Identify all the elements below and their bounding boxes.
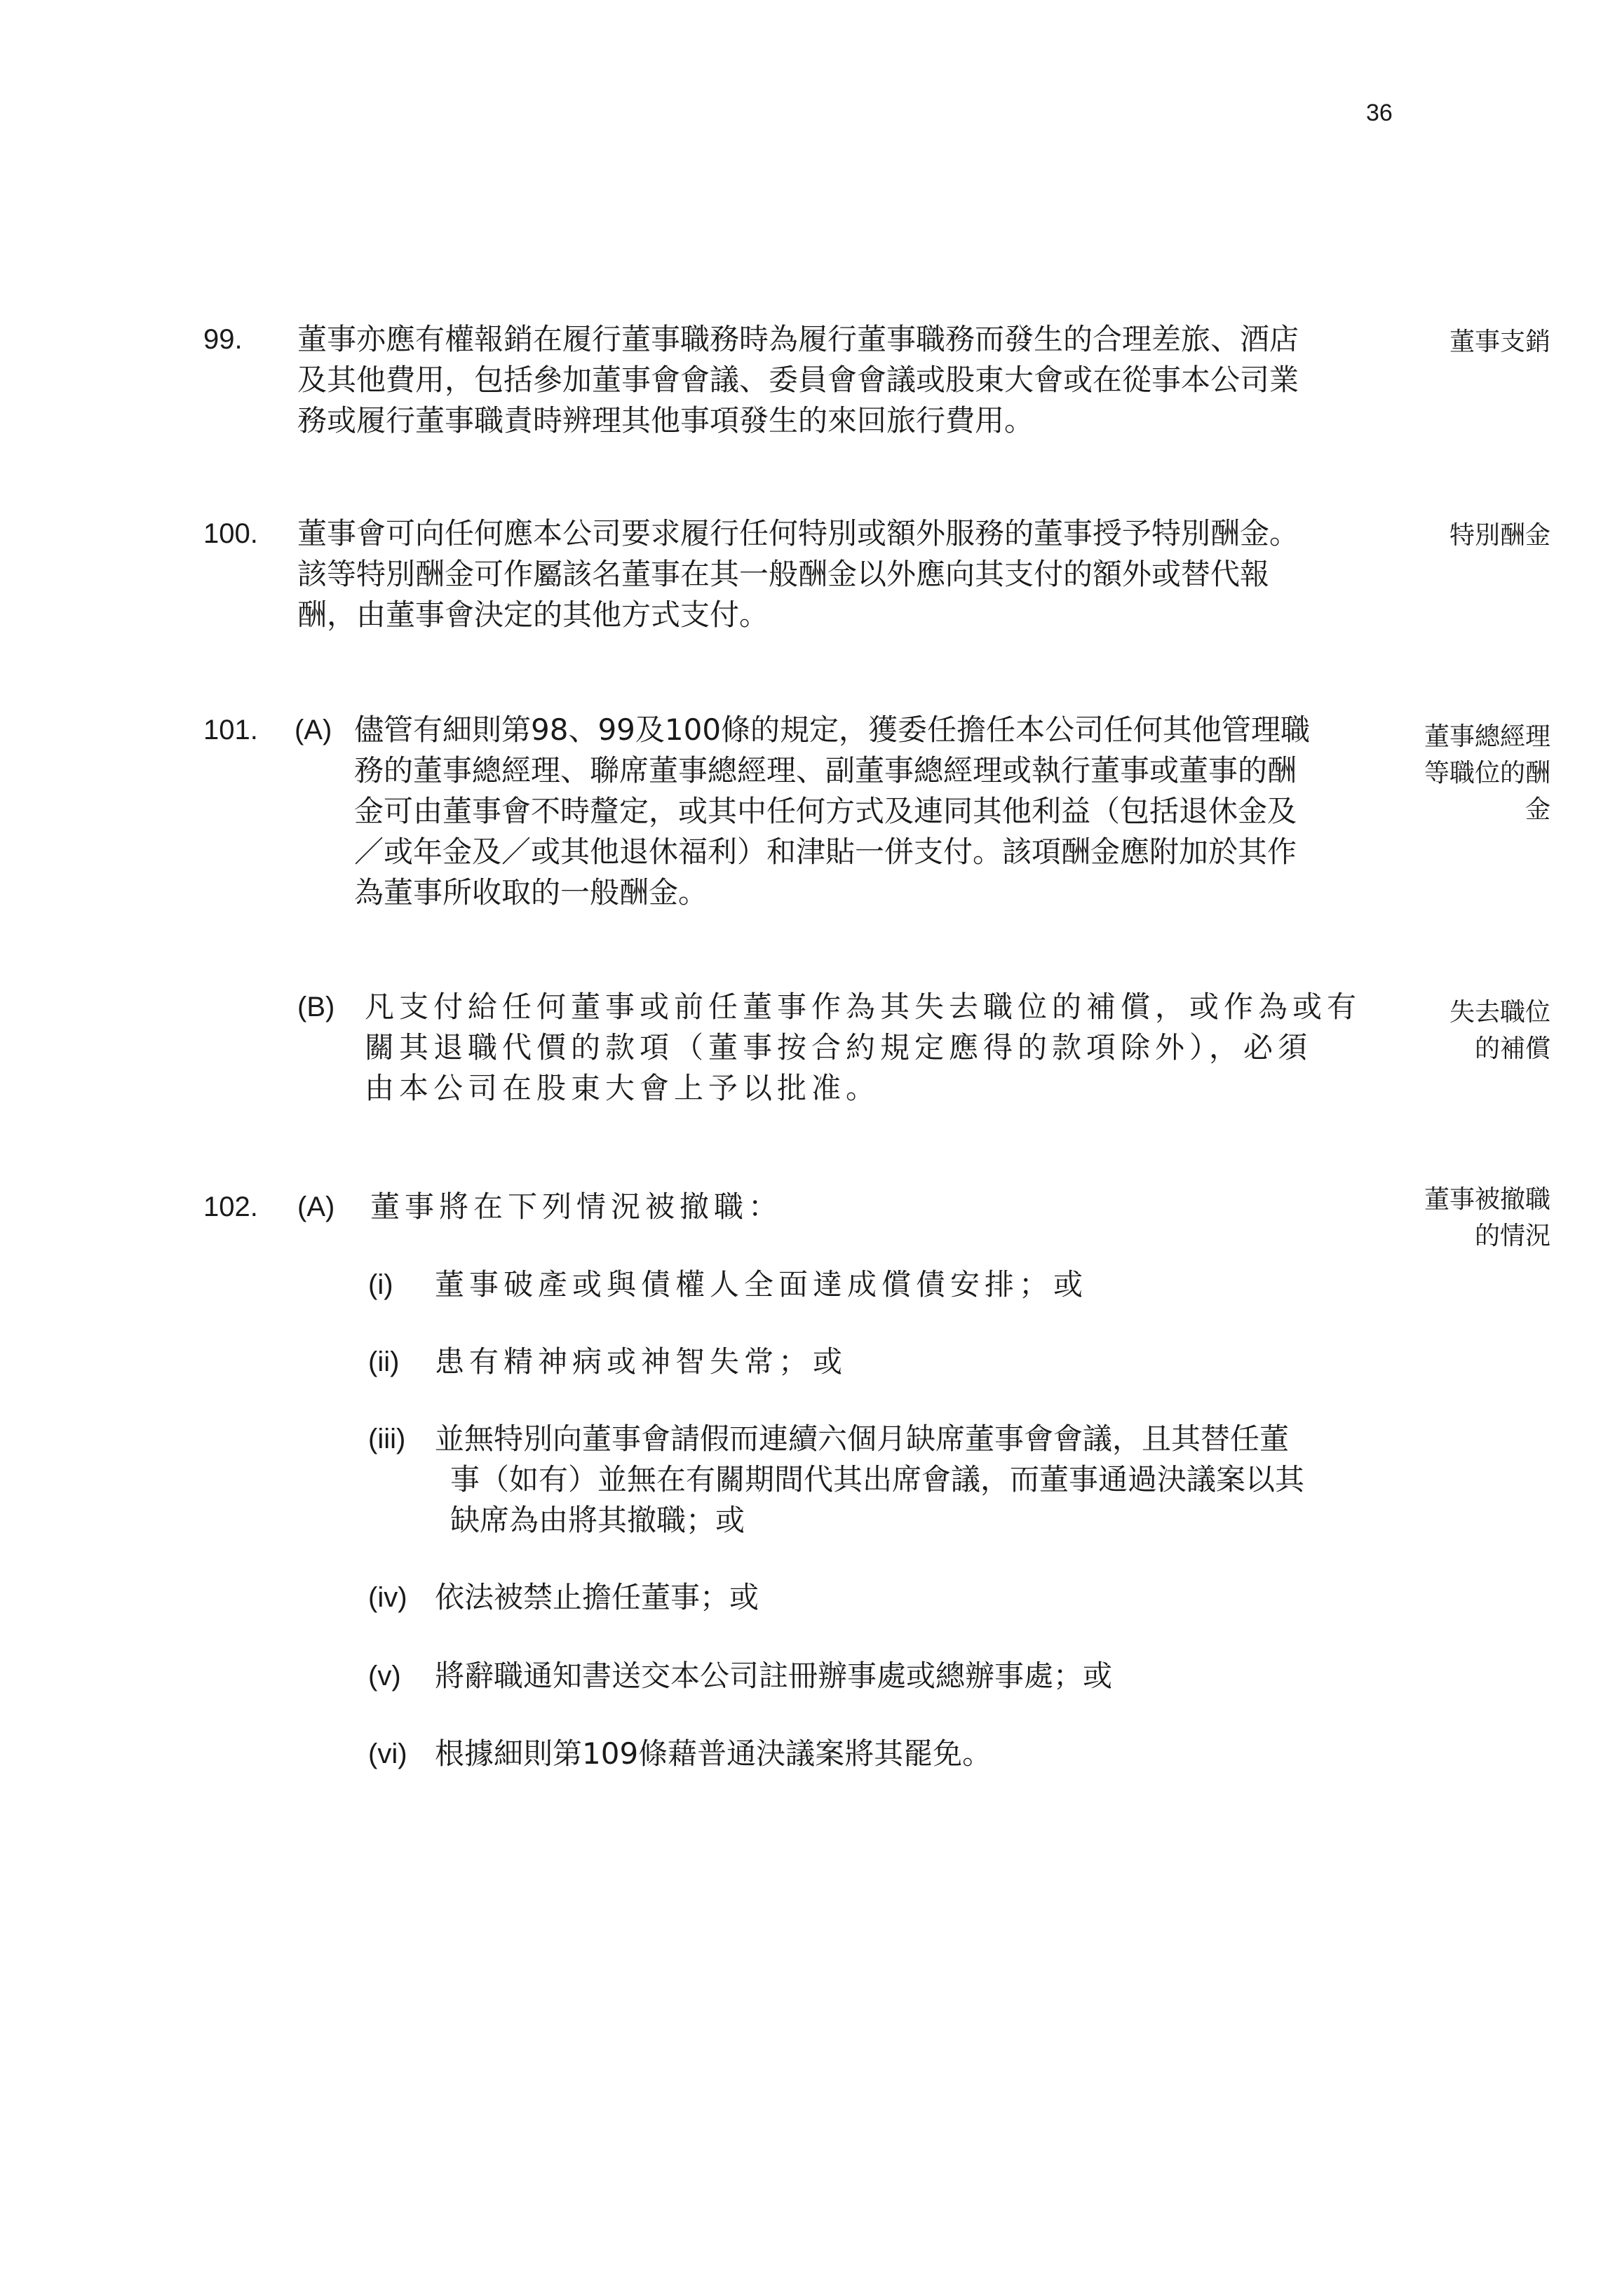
page-number: 36 (1366, 100, 1393, 126)
text-line: 金可由董事會不時釐定，或其中任何方式及連同其他利益（包括退休金及 (354, 794, 1297, 828)
text-line: 事（如有）並無在有關期間代其出席會議，而董事通過決議案以其 (450, 1462, 1305, 1497)
text-line: 儘管有細則第98、99及100條的規定，獲委任擔任本公司任何其他管理職 (354, 713, 1311, 747)
text-line: 為董事所收取的一般酬金。 (354, 875, 708, 910)
list-item (435, 1656, 1112, 1696)
margin-line: 董事被撤職 (1424, 1185, 1550, 1214)
margin-line: 等職位的酬 (1424, 759, 1550, 788)
article-number: 99. (203, 324, 243, 355)
text-line: 該等特別酬金可作屬該名董事在其一般酬金以外應向其支付的額外或替代報 (297, 557, 1270, 591)
text-line: 將辭職通知書送交本公司註冊辦事處或總辦事處；或 (435, 1659, 1113, 1693)
clause-text (354, 710, 1310, 913)
text-line: 務或履行董事職責時辨理其他事項發生的來回旅行費用。 (297, 403, 1034, 438)
margin-note (1396, 994, 1550, 1067)
clause-label: (A) (297, 1191, 335, 1222)
item-label: (vi) (368, 1738, 407, 1769)
margin-line: 的補償 (1474, 1034, 1550, 1063)
item-label: (iv) (368, 1582, 407, 1613)
text-line: ／或年金及／或其他退休福利）和津貼一併支付。該項酬金應附加於其作 (354, 835, 1297, 869)
margin-note (1396, 719, 1550, 828)
margin-note (1396, 324, 1550, 360)
list-item (435, 1734, 992, 1774)
item-label: (ii) (368, 1346, 400, 1377)
text-line: 患有精神病或神智失常；或 (435, 1344, 848, 1379)
text-line: 並無特別向董事會請假而連續六個月缺席董事會會議，且其替任董 (435, 1422, 1290, 1456)
text-line: 凡支付給任何董事或前任董事作為其失去職位的補償，或作為或有 (365, 990, 1362, 1024)
list-item (435, 1264, 1088, 1305)
margin-line: 董事支銷 (1449, 327, 1550, 356)
clause-label: (A) (295, 715, 332, 745)
item-label: (v) (368, 1661, 401, 1691)
clause-text (365, 987, 1361, 1109)
list-item (435, 1342, 847, 1382)
text-line: 董事亦應有權報銷在履行董事職務時為履行董事職務而發生的合理差旅、酒店 (297, 322, 1299, 356)
clause-label: (B) (297, 992, 335, 1022)
item-label: (i) (368, 1269, 393, 1300)
article-number: 102. (203, 1191, 258, 1222)
text-line: 根據細則第109條藉普通決議案將其罷免。 (435, 1736, 992, 1771)
list-item (435, 1419, 1304, 1541)
text-line: 董事破產或與債權人全面達成償債安排；或 (435, 1267, 1088, 1302)
article-number: 100. (203, 518, 258, 549)
text-line: 酬，由董事會決定的其他方式支付。 (297, 597, 769, 632)
text-line: 董事會可向任何應本公司要求履行任何特別或額外服務的董事授予特別酬金。 (297, 516, 1299, 551)
text-line: 務的董事總經理、聯席董事總經理、副董事總經理或執行董事或董事的酬 (354, 753, 1297, 788)
text-line: 及其他費用，包括參加董事會會議、委員會會議或股東大會或在從事本公司業 (297, 363, 1299, 397)
text-line: 關其退職代價的款項（董事按合約規定應得的款項除外），必須 (365, 1030, 1313, 1065)
margin-line: 董事總經理 (1424, 722, 1550, 751)
article-number: 101. (203, 715, 258, 745)
article-text (297, 513, 1299, 635)
article-text (297, 319, 1299, 441)
margin-line: 的情況 (1474, 1222, 1550, 1250)
margin-note (1396, 1182, 1550, 1255)
margin-line: 失去職位 (1449, 998, 1550, 1027)
list-item (435, 1577, 759, 1618)
clause-intro: 董事將在下列情況被撤職： (370, 1189, 783, 1224)
margin-line: 金 (1525, 795, 1550, 824)
margin-note (1396, 518, 1550, 554)
text-line: 缺席為由將其撤職；或 (450, 1503, 745, 1537)
text-line: 由本公司在股東大會上予以批准。 (365, 1071, 881, 1105)
item-label: (iii) (368, 1424, 406, 1454)
text-line: 依法被禁止擔任董事；或 (435, 1580, 759, 1614)
margin-line: 特別酬金 (1449, 521, 1550, 550)
